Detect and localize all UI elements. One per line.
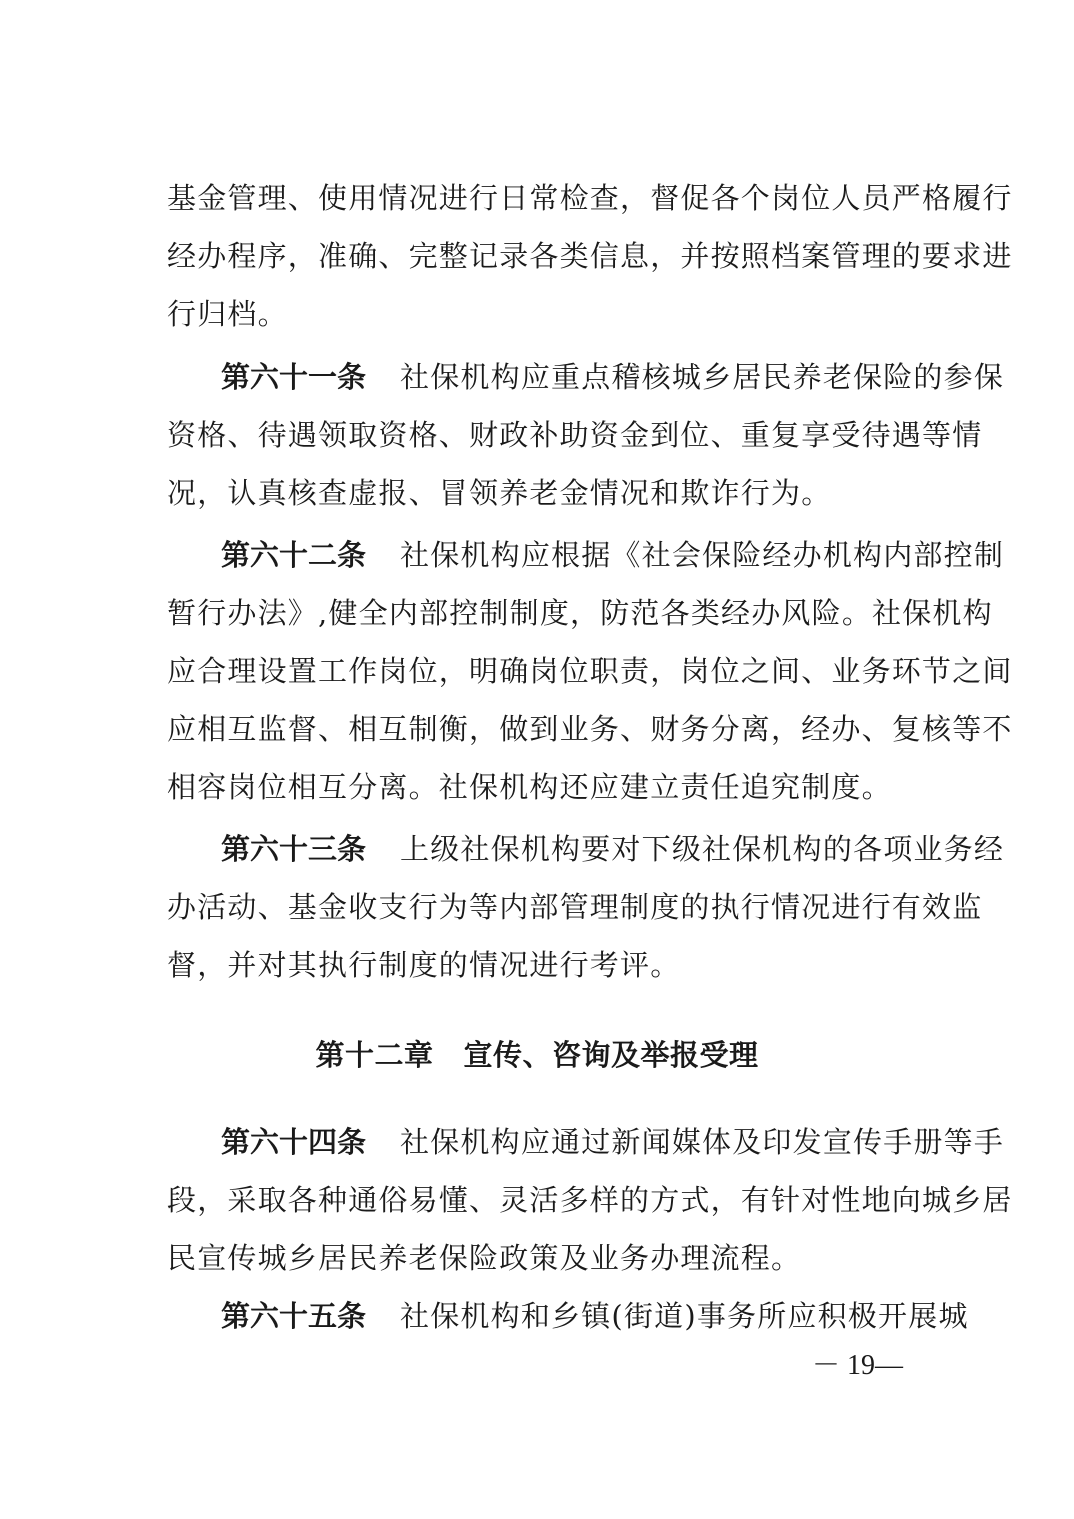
article-text: 社保机构和乡镇(街道)事务所应积极开展城 — [400, 1299, 969, 1333]
paragraph-line: 应合理设置工作岗位，明确岗位职责，岗位之间、业务环节之间 — [167, 654, 1013, 688]
article-number: 第六十二条 — [221, 538, 367, 572]
paragraph-line: 暂行办法》,健全内部控制制度，防范各类经办风险。社保机构 — [167, 596, 993, 630]
chapter-heading — [0, 1037, 1074, 1073]
article-first-line — [221, 359, 1005, 395]
paragraph-line: 行归档。 — [167, 297, 288, 331]
paragraph-line: 相容岗位相互分离。社保机构还应建立责任追究制度。 — [167, 770, 892, 804]
paragraph-line: 资格、待遇领取资格、财政补助资金到位、重复享受待遇等情 — [167, 418, 983, 452]
article-text: 社保机构应通过新闻媒体及印发宣传手册等手 — [400, 1125, 1005, 1159]
article-number: 第六十四条 — [221, 1125, 367, 1159]
article-text: 社保机构应根据《社会保险经办机构内部控制 — [400, 538, 1005, 572]
paragraph-line: 应相互监督、相互制衡，做到业务、财务分离，经办、复核等不 — [167, 712, 1013, 746]
article-number: 第六十五条 — [221, 1299, 367, 1333]
chapter-title: 宣传、咨询及举报受理 — [463, 1038, 759, 1072]
article-first-line — [221, 1298, 969, 1334]
paragraph-line: 况，认真核查虚报、冒领养老金情况和欺诈行为。 — [167, 476, 832, 510]
paragraph-line: 民宣传城乡居民养老保险政策及业务办理流程。 — [167, 1241, 802, 1275]
paragraph-line: 段，采取各种通俗易懂、灵活多样的方式，有针对性地向城乡居 — [167, 1183, 1013, 1217]
chapter-number: 第十二章 — [315, 1038, 434, 1072]
article-first-line — [221, 1124, 1005, 1160]
article-text: 上级社保机构要对下级社保机构的各项业务经 — [400, 832, 1005, 866]
article-text: 社保机构应重点稽核城乡居民养老保险的参保 — [400, 360, 1005, 394]
article-first-line — [221, 831, 1005, 867]
paragraph-line: 督，并对其执行制度的情况进行考评。 — [167, 948, 681, 982]
paragraph-line: 办活动、基金收支行为等内部管理制度的执行情况进行有效监 — [167, 890, 983, 924]
article-number: 第六十一条 — [221, 360, 367, 394]
paragraph-line: 基金管理、使用情况进行日常检查，督促各个岗位人员严格履行 — [167, 181, 1013, 215]
paragraph-line: 经办程序，准确、完整记录各类信息，并按照档案管理的要求进 — [167, 239, 1013, 273]
article-first-line — [221, 537, 1005, 573]
page-number: － 19— — [812, 1350, 904, 1381]
article-number: 第六十三条 — [221, 832, 367, 866]
